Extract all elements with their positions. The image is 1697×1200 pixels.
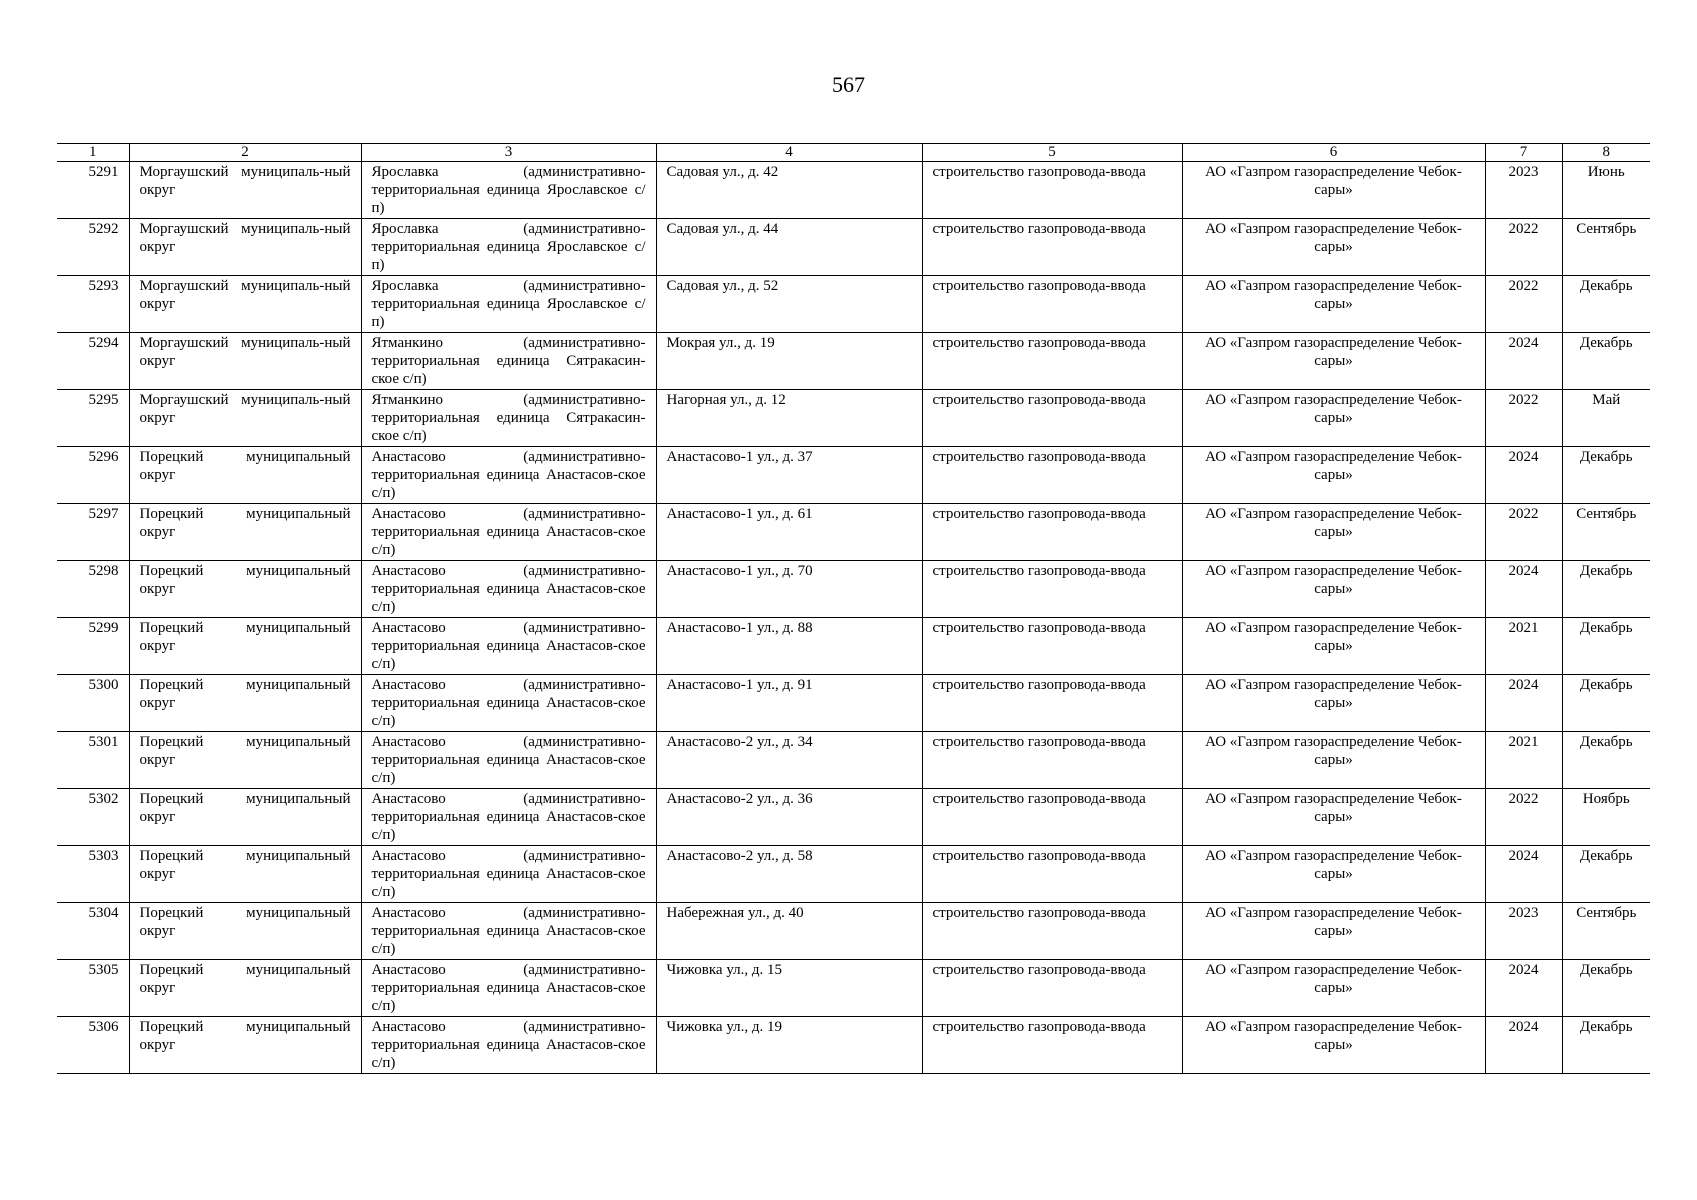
cell-month: Декабрь [1562, 447, 1650, 504]
cell-month: Декабрь [1562, 960, 1650, 1017]
table-row [57, 675, 1650, 732]
cell-district: Порецкий муниципальный округ [129, 447, 361, 504]
table-row [57, 903, 1650, 960]
column-header: 1 [57, 144, 129, 162]
cell-organization: АО «Газпром газораспределение Чебок-сары» [1182, 903, 1485, 960]
table-row [57, 846, 1650, 903]
cell-district: Порецкий муниципальный округ [129, 732, 361, 789]
cell-district: Порецкий муниципальный округ [129, 789, 361, 846]
cell-locality: Анастасово (административно-территориальная единица Анастасов-ское с/п) [361, 732, 656, 789]
cell-organization: АО «Газпром газораспределение Чебок-сары» [1182, 618, 1485, 675]
cell-district: Моргаушский муниципаль-ный округ [129, 390, 361, 447]
cell-district: Моргаушский муниципаль-ный округ [129, 162, 361, 219]
cell-district: Моргаушский муниципаль-ный округ [129, 276, 361, 333]
column-header: 3 [361, 144, 656, 162]
cell-address: Анастасово-1 ул., д. 88 [656, 618, 922, 675]
cell-row-number: 5294 [57, 333, 129, 390]
cell-locality: Анастасово (административно-территориальная единица Анастасов-ское с/п) [361, 1017, 656, 1074]
cell-year: 2021 [1485, 618, 1562, 675]
cell-organization: АО «Газпром газораспределение Чебок-сары» [1182, 675, 1485, 732]
cell-row-number: 5299 [57, 618, 129, 675]
cell-organization: АО «Газпром газораспределение Чебок-сары» [1182, 390, 1485, 447]
cell-year: 2022 [1485, 390, 1562, 447]
cell-month: Декабрь [1562, 618, 1650, 675]
cell-address: Садовая ул., д. 52 [656, 276, 922, 333]
cell-address: Анастасово-2 ул., д. 34 [656, 732, 922, 789]
cell-district: Порецкий муниципальный округ [129, 675, 361, 732]
cell-address: Нагорная ул., д. 12 [656, 390, 922, 447]
cell-organization: АО «Газпром газораспределение Чебок-сары» [1182, 1017, 1485, 1074]
cell-row-number: 5296 [57, 447, 129, 504]
cell-organization: АО «Газпром газораспределение Чебок-сары» [1182, 960, 1485, 1017]
cell-work-type: строительство газопровода-ввода [922, 390, 1182, 447]
cell-work-type: строительство газопровода-ввода [922, 732, 1182, 789]
cell-work-type: строительство газопровода-ввода [922, 618, 1182, 675]
cell-locality: Анастасово (административно-территориальная единица Анастасов-ское с/п) [361, 447, 656, 504]
cell-work-type: строительство газопровода-ввода [922, 960, 1182, 1017]
cell-work-type: строительство газопровода-ввода [922, 561, 1182, 618]
table-row [57, 447, 1650, 504]
cell-year: 2024 [1485, 1017, 1562, 1074]
cell-month: Декабрь [1562, 333, 1650, 390]
cell-year: 2024 [1485, 333, 1562, 390]
cell-year: 2022 [1485, 219, 1562, 276]
cell-district: Порецкий муниципальный округ [129, 846, 361, 903]
cell-row-number: 5293 [57, 276, 129, 333]
table-row [57, 219, 1650, 276]
table-row [57, 1017, 1650, 1074]
cell-month: Июнь [1562, 162, 1650, 219]
cell-year: 2024 [1485, 675, 1562, 732]
table-row [57, 960, 1650, 1017]
cell-locality: Анастасово (административно-территориальная единица Анастасов-ское с/п) [361, 561, 656, 618]
cell-row-number: 5302 [57, 789, 129, 846]
cell-organization: АО «Газпром газораспределение Чебок-сары» [1182, 789, 1485, 846]
cell-locality: Ятманкино (административно-территориальная единица Сятракасин-ское с/п) [361, 390, 656, 447]
cell-locality: Ярославка (административно-территориальная единица Ярославское с/п) [361, 162, 656, 219]
cell-locality: Ярославка (административно-территориальная единица Ярославское с/п) [361, 276, 656, 333]
cell-address: Набережная ул., д. 40 [656, 903, 922, 960]
cell-address: Мокрая ул., д. 19 [656, 333, 922, 390]
column-header: 4 [656, 144, 922, 162]
cell-address: Анастасово-1 ул., д. 70 [656, 561, 922, 618]
cell-work-type: строительство газопровода-ввода [922, 789, 1182, 846]
cell-work-type: строительство газопровода-ввода [922, 903, 1182, 960]
cell-organization: АО «Газпром газораспределение Чебок-сары» [1182, 732, 1485, 789]
cell-work-type: строительство газопровода-ввода [922, 1017, 1182, 1074]
cell-year: 2024 [1485, 447, 1562, 504]
cell-row-number: 5298 [57, 561, 129, 618]
cell-district: Порецкий муниципальный округ [129, 561, 361, 618]
cell-month: Май [1562, 390, 1650, 447]
cell-work-type: строительство газопровода-ввода [922, 447, 1182, 504]
cell-organization: АО «Газпром газораспределение Чебок-сары» [1182, 162, 1485, 219]
cell-year: 2022 [1485, 504, 1562, 561]
table-row [57, 618, 1650, 675]
cell-address: Садовая ул., д. 44 [656, 219, 922, 276]
cell-month: Сентябрь [1562, 219, 1650, 276]
cell-row-number: 5304 [57, 903, 129, 960]
cell-locality: Анастасово (административно-территориальная единица Анастасов-ское с/п) [361, 618, 656, 675]
page-number: 567 [832, 72, 865, 97]
cell-locality: Анастасово (административно-территориальная единица Анастасов-ское с/п) [361, 675, 656, 732]
cell-row-number: 5306 [57, 1017, 129, 1074]
cell-locality: Анастасово (административно-территориальная единица Анастасов-ское с/п) [361, 846, 656, 903]
cell-work-type: строительство газопровода-ввода [922, 162, 1182, 219]
cell-address: Чижовка ул., д. 19 [656, 1017, 922, 1074]
column-header: 6 [1182, 144, 1485, 162]
column-header: 5 [922, 144, 1182, 162]
table-row [57, 732, 1650, 789]
cell-district: Порецкий муниципальный округ [129, 960, 361, 1017]
cell-row-number: 5301 [57, 732, 129, 789]
cell-work-type: строительство газопровода-ввода [922, 504, 1182, 561]
cell-work-type: строительство газопровода-ввода [922, 846, 1182, 903]
cell-month: Сентябрь [1562, 504, 1650, 561]
cell-locality: Анастасово (административно-территориальная единица Анастасов-ское с/п) [361, 960, 656, 1017]
cell-year: 2023 [1485, 903, 1562, 960]
cell-row-number: 5295 [57, 390, 129, 447]
table-row [57, 504, 1650, 561]
cell-year: 2021 [1485, 732, 1562, 789]
cell-organization: АО «Газпром газораспределение Чебок-сары» [1182, 333, 1485, 390]
cell-row-number: 5305 [57, 960, 129, 1017]
gasification-table [57, 143, 1650, 1074]
cell-year: 2024 [1485, 561, 1562, 618]
cell-year: 2022 [1485, 276, 1562, 333]
cell-locality: Ярославка (административно-территориальная единица Ярославское с/п) [361, 219, 656, 276]
cell-year: 2024 [1485, 846, 1562, 903]
table-row [57, 390, 1650, 447]
column-header: 8 [1562, 144, 1650, 162]
cell-organization: АО «Газпром газораспределение Чебок-сары» [1182, 447, 1485, 504]
cell-row-number: 5297 [57, 504, 129, 561]
table-body [57, 162, 1650, 1074]
cell-district: Порецкий муниципальный округ [129, 618, 361, 675]
cell-address: Анастасово-2 ул., д. 58 [656, 846, 922, 903]
cell-month: Ноябрь [1562, 789, 1650, 846]
cell-district: Порецкий муниципальный округ [129, 1017, 361, 1074]
cell-address: Садовая ул., д. 42 [656, 162, 922, 219]
cell-month: Сентябрь [1562, 903, 1650, 960]
cell-work-type: строительство газопровода-ввода [922, 276, 1182, 333]
cell-month: Декабрь [1562, 1017, 1650, 1074]
cell-month: Декабрь [1562, 561, 1650, 618]
cell-year: 2024 [1485, 960, 1562, 1017]
column-header: 7 [1485, 144, 1562, 162]
cell-year: 2023 [1485, 162, 1562, 219]
cell-district: Порецкий муниципальный округ [129, 504, 361, 561]
cell-district: Порецкий муниципальный округ [129, 903, 361, 960]
cell-year: 2022 [1485, 789, 1562, 846]
cell-month: Декабрь [1562, 732, 1650, 789]
cell-row-number: 5300 [57, 675, 129, 732]
cell-work-type: строительство газопровода-ввода [922, 675, 1182, 732]
cell-address: Анастасово-1 ул., д. 37 [656, 447, 922, 504]
cell-locality: Ятманкино (административно-территориальная единица Сятракасин-ское с/п) [361, 333, 656, 390]
cell-address: Анастасово-1 ул., д. 91 [656, 675, 922, 732]
cell-address: Анастасово-2 ул., д. 36 [656, 789, 922, 846]
cell-row-number: 5291 [57, 162, 129, 219]
cell-organization: АО «Газпром газораспределение Чебок-сары» [1182, 561, 1485, 618]
cell-work-type: строительство газопровода-ввода [922, 219, 1182, 276]
cell-month: Декабрь [1562, 675, 1650, 732]
cell-month: Декабрь [1562, 846, 1650, 903]
table-row [57, 162, 1650, 219]
cell-locality: Анастасово (административно-территориальная единица Анастасов-ское с/п) [361, 789, 656, 846]
cell-organization: АО «Газпром газораспределение Чебок-сары» [1182, 846, 1485, 903]
cell-locality: Анастасово (административно-территориальная единица Анастасов-ское с/п) [361, 504, 656, 561]
cell-district: Моргаушский муниципаль-ный округ [129, 333, 361, 390]
cell-organization: АО «Газпром газораспределение Чебок-сары» [1182, 276, 1485, 333]
table-header-row [57, 144, 1650, 162]
cell-address: Чижовка ул., д. 15 [656, 960, 922, 1017]
cell-district: Моргаушский муниципаль-ный округ [129, 219, 361, 276]
cell-address: Анастасово-1 ул., д. 61 [656, 504, 922, 561]
table-row [57, 333, 1650, 390]
cell-organization: АО «Газпром газораспределение Чебок-сары» [1182, 504, 1485, 561]
cell-organization: АО «Газпром газораспределение Чебок-сары» [1182, 219, 1485, 276]
table-row [57, 561, 1650, 618]
cell-row-number: 5303 [57, 846, 129, 903]
cell-work-type: строительство газопровода-ввода [922, 333, 1182, 390]
cell-month: Декабрь [1562, 276, 1650, 333]
table-row [57, 789, 1650, 846]
cell-row-number: 5292 [57, 219, 129, 276]
column-header: 2 [129, 144, 361, 162]
table-row [57, 276, 1650, 333]
cell-locality: Анастасово (административно-территориальная единица Анастасов-ское с/п) [361, 903, 656, 960]
